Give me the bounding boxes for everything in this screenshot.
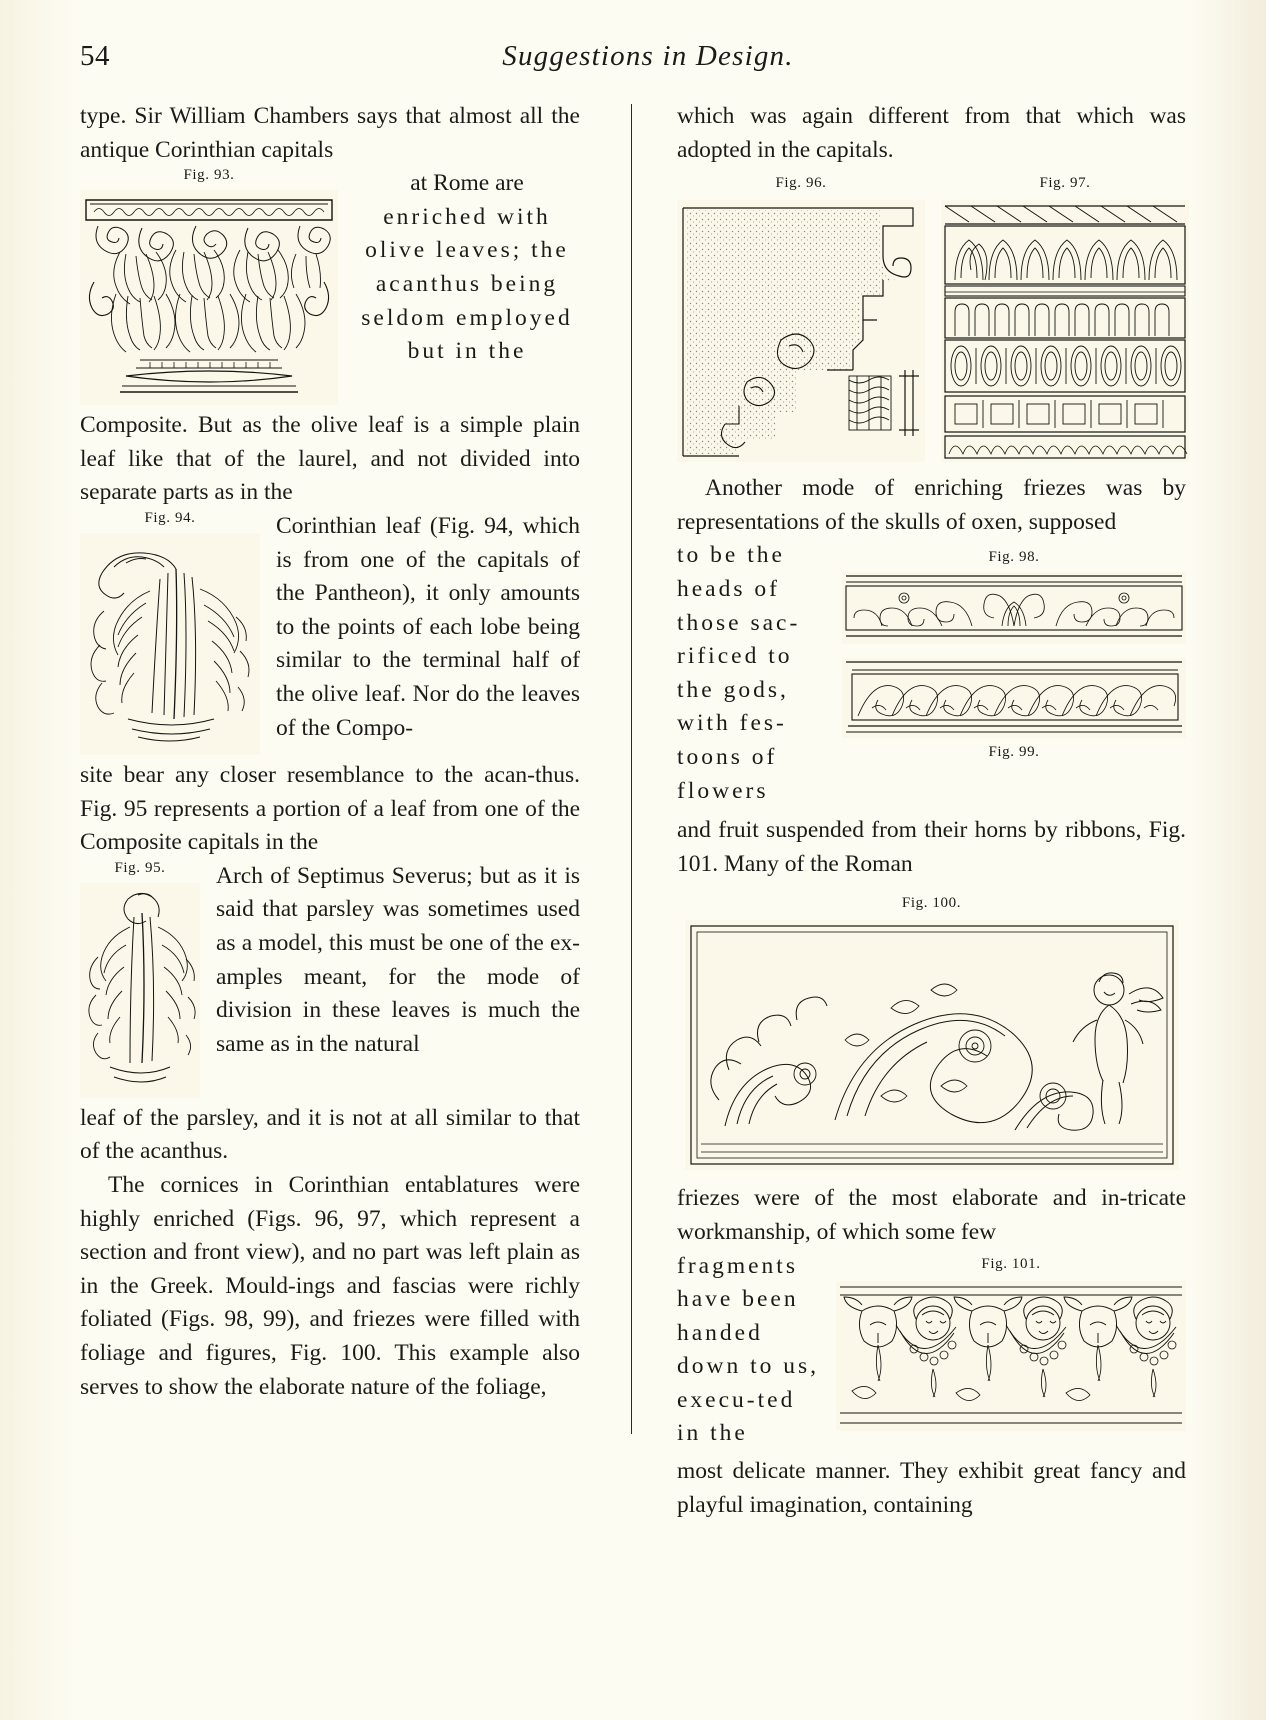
figure-100-image — [685, 920, 1179, 1170]
figure-95-image — [80, 883, 200, 1098]
figure-96-caption: Fig. 96. — [775, 175, 827, 192]
figure-98-image — [842, 572, 1186, 644]
figure-101-caption: Fig. 101. — [981, 1255, 1041, 1272]
right-para-2b: to be the heads of those sac-rificed to the gods, with fes-toons of flowers — [677, 542, 801, 804]
figure-98-caption: Fig. 98. — [988, 549, 1040, 566]
right-para-3b: fragments have been handed down to us, execu-ted in the — [677, 1252, 820, 1447]
figure-96 — [677, 175, 925, 462]
figure-93-caption: Fig. 93. — [183, 167, 235, 184]
figure-100-caption: Fig. 100. — [901, 895, 962, 912]
left-para-1c: enriched with olive leaves; the acanthus being seldom employed but in the — [361, 203, 573, 365]
left-para-1d: Composite. But as the olive leaf is a simple plain leaf like that of the laurel, and not divided into separate parts as in the — [80, 412, 580, 506]
left-para-1e: Corinthian leaf (Fig. 94, which is from one of the capitals of the Pantheon), it only amounts to the points of each lobe being similar to the terminal half of the olive leaf. Nor do the leaves of the Compo- — [276, 512, 580, 741]
figure-101 — [836, 1250, 1186, 1431]
left-para-1a: type. Sir William Chambers says that almost all the antique Corinthian capitals — [80, 103, 580, 163]
right-para-3a: friezes were of the most elaborate and in-tricate workmanship, of which some few — [677, 1185, 1186, 1245]
figures-98-99 — [842, 539, 1186, 761]
figure-96-image — [677, 200, 925, 462]
figure-99-caption: Fig. 99. — [988, 744, 1040, 761]
figure-95-caption: Fig. 95. — [114, 859, 166, 876]
figure-101-image — [836, 1281, 1186, 1431]
figure-94-image — [80, 533, 260, 755]
left-para-2: The cornices in Corinthian entablatures were highly enriched (Figs. 96, 97, which represent a section and front view), and no part was left plain as in the Greek. Mould-ings and fascias were richly foliated (Figs. 98, 99), and friezes were filled with foliage and figures, Fig. 100. This example also serves to show the elaborate nature of the foliage, — [80, 1171, 580, 1400]
right-column — [677, 100, 1186, 1522]
figure-94-caption: Fig. 94. — [144, 509, 196, 526]
figure-93 — [80, 167, 338, 405]
right-para-3c: most delicate manner. They exhibit great fancy and playful imagination, containing — [677, 1458, 1186, 1518]
right-para-1: which was again different from that which was adopted in the capitals. — [677, 103, 1186, 163]
left-para-1b: at Rome are — [410, 170, 524, 197]
text-columns — [80, 100, 1186, 1660]
figure-100 — [677, 895, 1186, 1170]
figure-97 — [941, 175, 1189, 462]
figures-96-97-row — [677, 175, 1186, 462]
figure-93-image — [80, 190, 338, 405]
figure-97-caption: Fig. 97. — [1039, 175, 1091, 192]
right-para-2c: and fruit suspended from their horns by ribbons, Fig. 101. Many of the Roman — [677, 817, 1186, 877]
left-para-1h: leaf of the parsley, and it is not at all similar to that of the acanthus. — [80, 1104, 580, 1165]
figure-94 — [80, 510, 260, 755]
column-divider — [631, 104, 632, 1434]
page-number: 54 — [80, 40, 110, 72]
left-para-1g: Arch of Septimus Severus; but as it is said that parsley was sometimes used as a model, this must be one of the ex-amples meant, for the mode of division in these leaves is much the same as in the natural — [216, 862, 580, 1057]
left-column — [80, 100, 580, 1404]
figure-97-image — [941, 200, 1189, 462]
figure-95 — [80, 860, 200, 1098]
running-title: Suggestions in Design. — [502, 40, 794, 72]
page-header — [80, 40, 1186, 80]
figure-99-image — [842, 658, 1186, 738]
right-para-2a: Another mode of enriching friezes was by representations of the skulls of oxen, supposed — [677, 475, 1186, 535]
left-para-1f: site bear any closer resemblance to the acan-thus. Fig. 95 represents a portion of a leaf from one of the Composite capitals in the — [80, 761, 580, 856]
